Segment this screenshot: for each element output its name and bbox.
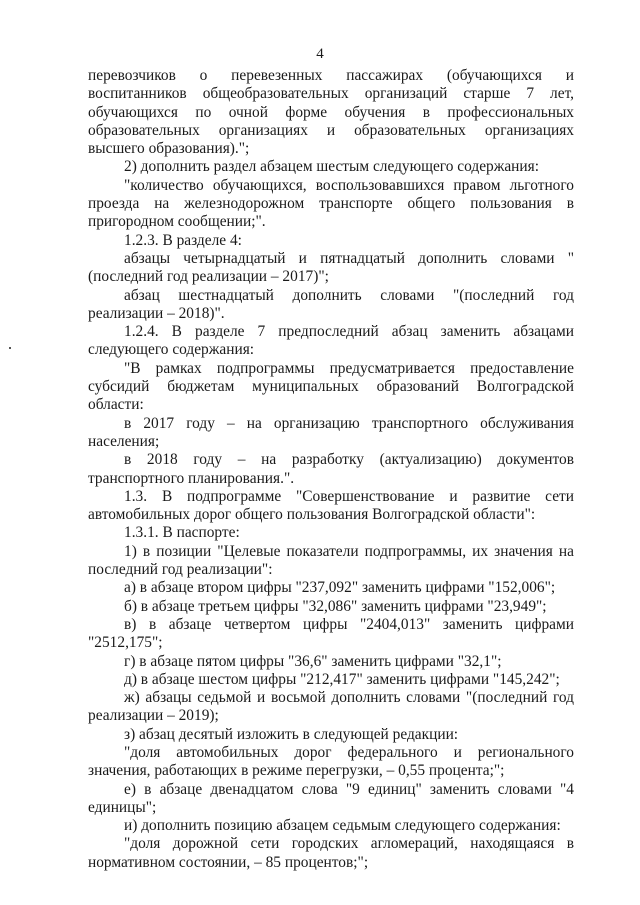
document-paragraph: д) в абзаце шестом цифры "212,417" заменить цифрами "145,242";	[124, 670, 560, 688]
document-paragraph: "доля автомобильных дорог федерального и регионального значения, работающих в режиме перегрузки, – 0,55 процента;";	[88, 743, 574, 780]
document-paragraph: "В рамках подпрограммы предусматривается предоставление субсидий бюджетам муниципальных образований Волгоградской области:	[88, 359, 574, 414]
document-paragraph: в) в абзаце четвертом цифры "2404,013" заменить цифрами "2512,175";	[88, 615, 574, 652]
document-paragraph: в 2018 году – на разработку (актуализацию) документов транспортного планирования.".	[88, 451, 574, 487]
document-paragraph: 1.2.4. В разделе 7 предпоследний абзац заменить абзацами следующего содержания:	[88, 323, 574, 359]
page-number: 4	[316, 46, 324, 62]
document-paragraph: б) в абзаце третьем цифры "32,086" заменить цифрами "23,949";	[124, 597, 547, 615]
document-paragraph: е) в абзаце двенадцатом слова "9 единиц" заменить словами "4 единицы";	[88, 780, 574, 816]
document-paragraph: перевозчиков о перевезенных пассажирах (обучающихся и воспитанников общеобразовательных организаций старше 7 лет, обучающихся по очной форме обучения в профессиональных образовательных организациях и образовательных организациях высшего образования).";	[88, 67, 574, 158]
document-paragraph: а) в абзаце втором цифры "237,092" заменить цифрами "152,006";	[124, 579, 556, 597]
document-body	[88, 67, 574, 872]
document-paragraph: 1.3.1. В паспорте:	[124, 524, 240, 542]
scan-speck	[9, 347, 11, 349]
document-paragraph: ж) абзацы седьмой и восьмой дополнить словами "(последний год реализации – 2019);	[88, 689, 574, 725]
document-paragraph: абзац шестнадцатый дополнить словами "(последний год реализации – 2018)".	[88, 286, 574, 322]
document-paragraph: "доля дорожной сети городских агломераций, находящаяся в нормативном состоянии, – 85 процентов;";	[88, 835, 574, 871]
document-paragraph: и) дополнить позицию абзацем седьмым следующего содержания:	[124, 817, 561, 835]
document-paragraph: 1.3. В подпрограмме "Совершенствование и развитие сети автомобильных дорог общего пользования Волгоградской области":	[88, 487, 574, 524]
document-paragraph: 1) в позиции "Целевые показатели подпрограммы, их значения на последний год реализации":	[88, 542, 574, 579]
document-paragraph: "количество обучающихся, воспользовавшихся правом льготного проезда на железнодорожном транспорте общего пользования в пригородном сообщении;".	[88, 176, 574, 231]
document-paragraph: 2) дополнить раздел абзацем шестым следующего содержания:	[124, 158, 540, 176]
document-paragraph: в 2017 году – на организацию транспортного обслуживания населения;	[88, 414, 574, 450]
document-paragraph: 1.2.3. В разделе 4:	[124, 231, 242, 249]
document-paragraph: з) абзац десятый изложить в следующей редакции:	[124, 725, 459, 743]
document-paragraph: абзацы четырнадцатый и пятнадцатый дополнить словами "(последний год реализации – 2017)";	[88, 249, 574, 286]
document-paragraph: г) в абзаце пятом цифры "36,6" заменить цифрами "32,1";	[124, 652, 502, 670]
